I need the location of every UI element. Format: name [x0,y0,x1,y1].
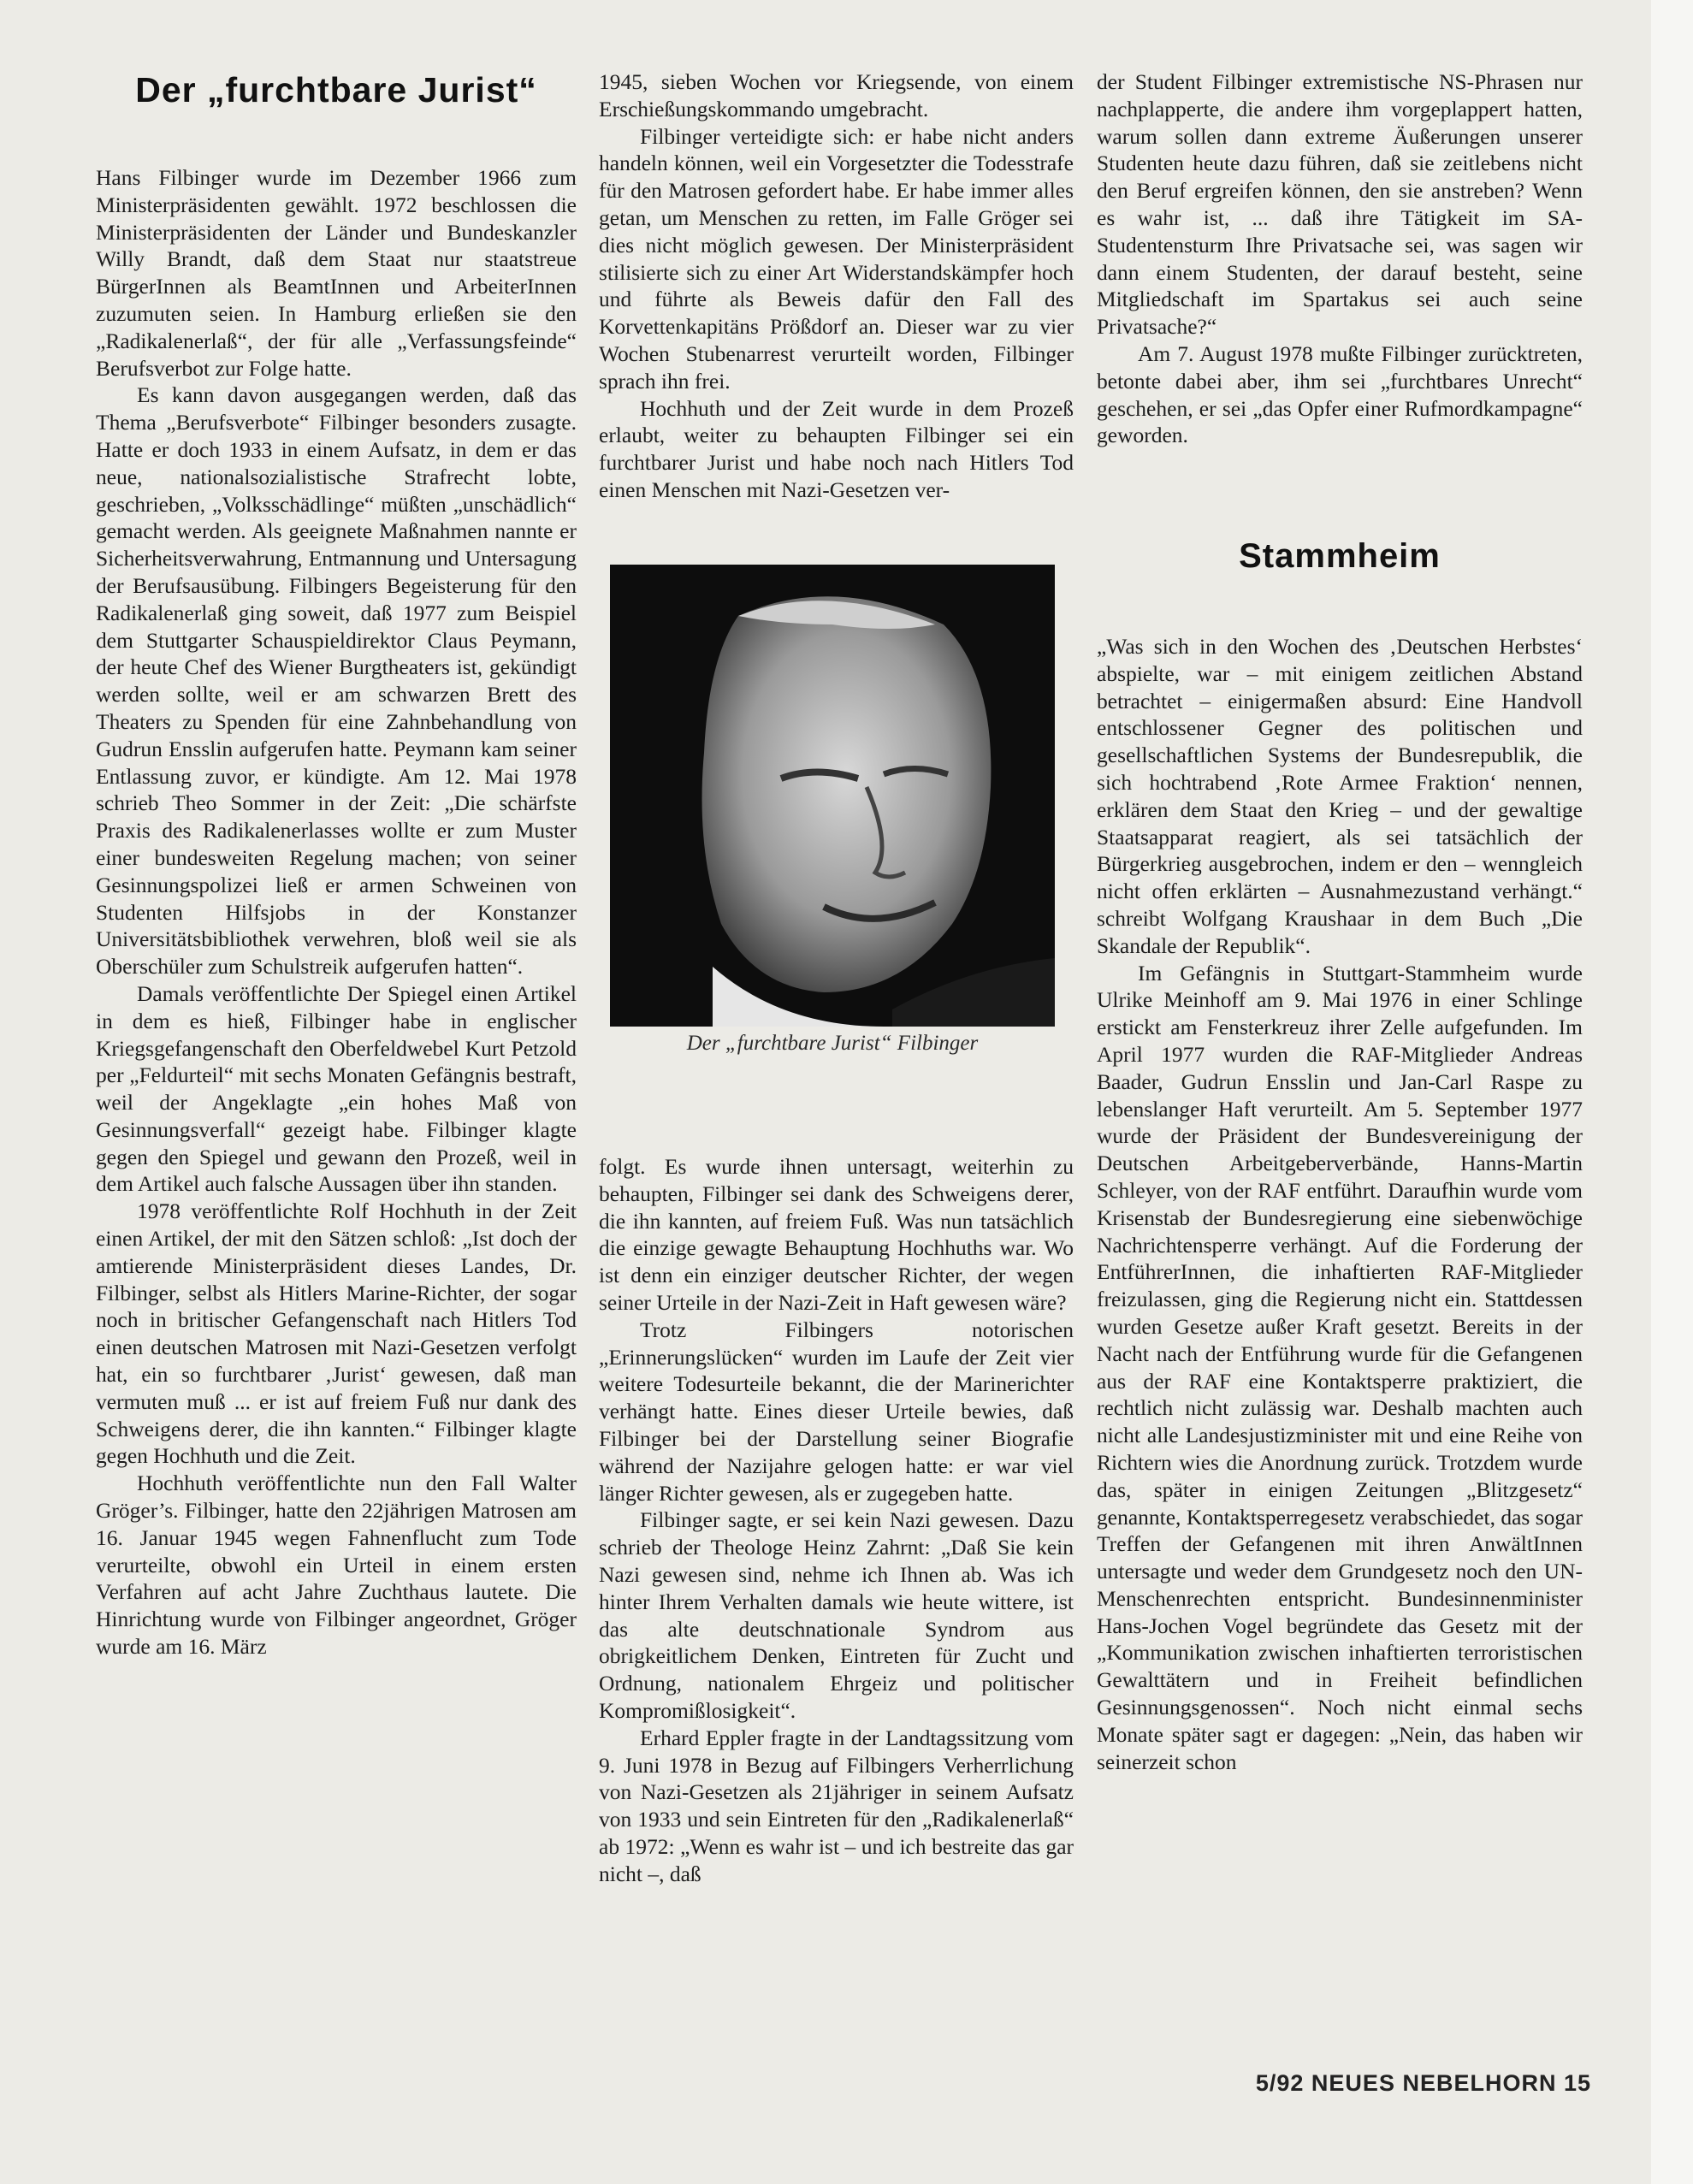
section-heading-stammheim: Stammheim [1239,537,1441,575]
column-2-top [599,68,1074,504]
page-edge [1651,0,1693,2184]
column-2-bottom [599,1153,1074,1888]
paragraph: der Student Filbinger extremistische NS-Phrasen nur nachplapperte, die andere ihm vorgeplappert hatten, warum sollen dann extreme Äußerungen unserer Studenten heute dazu führen, daß sie zeitlebens nicht den Beruf ergreifen können, den sie anstreben? Wenn es wahr ist, ... daß ihre Tätigkeit im SA-Studentensturm Ihre Privatsache sei, was sagen wir dann einem Studenten, der darauf besteht, seine Mitgliedschaft im Spartakus sei auch seine Privatsache?“ [1097,69,1583,340]
paragraph: Filbinger verteidigte sich: er habe nicht anders handeln können, weil ein Vorgesetzter die Todesstrafe für den Matrosen gefordert habe. Er habe immer alles getan, um Menschen zu retten, im Falle Gröger sei dies nicht möglich gewesen. Der Ministerpräsident stilisierte sich zu einer Art Widerstandskämpfer hoch und führte als Beweis dafür den Fall des Korvettenkapitäns Prößdorf an. Dieser war zu vier Wochen Stubenarrest verurteilt worden, Filbinger sprach ihn frei. [599,123,1074,394]
paragraph: Hochhuth veröffentlichte nun den Fall Walter Gröger’s. Filbinger, hatte den 22jährigen Matrosen am 16. Januar 1945 wegen Fahnenflucht zum Tode verurteilte, obwohl ein Urteil in einem ersten Verfahren auf acht Jahre Zuchthaus lautete. Die Hinrichtung wurde von Filbinger angeordnet, Gröger wurde am 16. März [96,1471,577,1660]
paragraph: Hochhuth und der Zeit wurde in dem Prozeß erlaubt, weiter zu behaupten Filbinger sei ein furchtbarer Jurist und habe noch nach Hitlers Tod einen Menschen mit Nazi-Gesetzen ver- [599,395,1074,502]
article-title: Der „furchtbare Jurist“ [135,70,537,109]
column-3-top [1097,68,1583,449]
paragraph: Hans Filbinger wurde im Dezember 1966 zum Ministerpräsidenten gewählt. 1972 beschlossen die Ministerpräsidenten der Länder und Bundeskanzler Willy Brandt, daß dem Staat nur staatstreue BürgerInnen als BeamtInnen und ArbeiterInnen zuzumuten seien. In Hamburg erließen sie den „Radikalenerlaß“, der für alle „Verfassungsfeinde“ Berufsverbot zur Folge hatte. [96,165,577,381]
paragraph: 1945, sieben Wochen vor Kriegsende, von einem Erschießungskommando umgebracht. [599,69,1074,121]
paragraph: Es kann davon ausgegangen werden, daß das Thema „Berufsverbote“ Filbinger besonders zusagte. Hatte er doch 1933 in einem Aufsatz, in dem er das neue, nationalsozialistische Strafrecht lobte, geschrieben, „Volksschädlinge“ müßten „unschädlich“ gemacht werden. Als geeignete Maßnahmen nannte er Sicherheitsverwahrung, Entmannung und Untersagung der Berufsausübung. Filbingers Begeisterung für den Radikalenerlaß ging soweit, daß 1977 zum Beispiel dem Stuttgarter Schauspieldirektor Claus Peymann, der heute Chef des Wiener Burgtheaters ist, gekündigt werden sollte, weil er am schwarzen Brett des Theaters zu Spenden für eine Zahnbehandlung von Gudrun Ensslin aufgerufen hatte. Peymann kam seiner Entlassung zuvor, er kündigte. Am 12. Mai 1978 schrieb Theo Sommer in der Zeit: „Die schärfste Praxis des Radikalenerlasses wollte er zum Muster einer bundesweiten Regelung machen; von seiner Gesinnungspolizei ließ er armen Schweinen von Studenten Hilfsjobs in der Konstanzer Universitätsbibliothek verwehren, bloß weil sie als Oberschüler zum Schulstreik aufgerufen hatten“. [96,382,577,980]
paragraph: Im Gefängnis in Stuttgart-Stammheim wurde Ulrike Meinhoff am 9. Mai 1976 in einer Schlinge erstickt am Fensterkreuz ihrer Zelle aufgefunden. Im April 1977 wurden die RAF-Mitglieder Andreas Baader, Gudrun Ensslin und Jan-Carl Raspe zu lebenslanger Haft verurteilt. Am 5. September 1977 wurde der Präsident der Bundesvereinigung der Deutschen Arbeitgeberverbände, Hanns-Martin Schleyer, von der RAF entführt. Daraufhin wurde vom Krisenstab der Bundesregierung eine siebenwöchige Nachrichtensperre verhängt. Auf die Forderung der EntführerInnen, die inhaftierten RAF-Mitglieder freizulassen, ging die Regierung nicht ein. Stattdessen wurden Gesetze außer Kraft gesetzt. Bereits in der Nacht nach der Entführung wurde für die Gefangenen aus der RAF eine Kontaktsperre praktiziert, die rechtlich nicht zulässig war. Deshalb machten auch nicht alle Landesjustizminister mit und eine Reihe von Richtern wies die Anordnung zurück. Trotzdem wurde das, später in einigen Zeitungen „Blitzgesetz“ genannte, Kontaktsperregesetz verabschiedet, das sogar Treffen der Gefangenen mit ihren AnwältInnen untersagte und weder dem Grundgesetz noch den UN-Menschenrechten entspricht. Bundesinnenminister Hans-Jochen Vogel begründete das Gesetz mit der „Kommunikation zwischen inhaftierten terroristischen Gewalttätern und in Freiheit befindlichen Gesinnungsgenossen“. Noch nicht einmal sechs Monate später sagt er dagegen: „Nein, das haben wir seinerzeit schon [1097,960,1583,1774]
paragraph: Erhard Eppler fragte in der Landtagssitzung vom 9. Juni 1978 in Bezug auf Filbingers Verherrlichung von Nazi-Gesetzen als 21jähriger in seinem Aufsatz von 1933 und sein Eintreten für den „Radikalenerlaß“ ab 1972: „Wenn es wahr ist – und ich bestreite das gar nicht –, daß [599,1725,1074,1886]
paragraph: Filbinger sagte, er sei kein Nazi gewesen. Dazu schrieb der Theologe Heinz Zahrnt: „Daß Sie kein Nazi gewesen sind, nehme ich Ihnen ab. Was ich hinter Ihrem Verhalten damals wie heute wittere, ist das alte deutschnationale Syndrom aus obrigkeitlichem Denken, Eintreten für Zucht und Ordnung, nationalem Ehrgeiz und politischer Kompromißlosigkeit“. [599,1507,1074,1723]
page-footer: 5/92 NEUES NEBELHORN 15 [1255,2070,1591,2096]
column-3-bottom [1097,633,1583,1775]
column-1 [96,164,577,1660]
paragraph: Damals veröffentlichte Der Spiegel einen Artikel in dem es hieß, Filbinger habe in englischer Kriegsgefangenschaft den Oberfeldwebel Kurt Petzold per „Feldurteil“ mit sechs Monaten Gefängnis bestraft, weil der Angeklagte „ein hohes Maß von Gesinnungsverfall“ gezeigt habe. Filbinger klagte gegen den Spiegel und gewann den Prozeß, weil in dem Artikel auch falsche Aussagen über ihn standen. [96,980,577,1197]
paragraph: Trotz Filbingers notorischen „Erinnerungslücken“ wurden im Laufe der Zeit vier weitere Todesurteile bekannt, die der Marinerichter verhängt hatte. Eines dieser Urteile bewies, daß Filbinger bei der Darstellung seiner Biografie während der Nazijahre gelogen hatte: er war viel länger Richter gewesen, als er zugegeben hatte. [599,1317,1074,1506]
paragraph: Am 7. August 1978 mußte Filbinger zurücktreten, betonte dabei aber, ihm sei „furchtbares Unrecht“ geschehen, er sei „das Opfer einer Rufmordkampagne“ geworden. [1097,340,1583,448]
portrait-image [610,565,1055,1027]
portrait-photo [610,565,1055,1027]
paragraph: „Was sich in den Wochen des ‚Deutschen Herbstes‘ abspielte, war – mit einigem zeitlichen Abstand betrachtet – einigermaßen absurd: Eine Handvoll entschlossener Gegner des politischen und gesellschaftlichen Systems der Bundesrepublik, die sich hochtrabend ‚Rote Armee Fraktion‘ nennen, erklären dem Staat den Krieg – und der gewaltige Staatsapparat reagiert, als sei tatsächlich der Bürgerkrieg ausgebrochen, indem er den – wenngleich nicht offen erklärten – Ausnahmezustand verhängt.“ schreibt Wolfgang Kraushaar in dem Buch „Die Skandale der Republik“. [1097,634,1583,958]
photo-caption: Der „furchtbare Jurist“ Filbinger [686,1032,979,1055]
paragraph: folgt. Es wurde ihnen untersagt, weiterhin zu behaupten, Filbinger sei dank des Schweigens derer, die ihn kannten, auf freiem Fuß. Was nun tatsächlich die einzige gewagte Behauptung Hochhuths war. Wo ist denn ein einziger deutscher Richter, der wegen seiner Urteile in der Nazi-Zeit in Haft gewesen wäre? [599,1154,1074,1315]
paragraph: 1978 veröffentlichte Rolf Hochhuth in der Zeit einen Artikel, der mit den Sätzen schloß: „Ist doch der amtierende Ministerpräsident dieses Landes, Dr. Filbinger, selbst als Hitlers Marine-Richter, der sogar noch in britischer Gefangenschaft nach Hitlers Tod einen deutschen Matrosen mit Nazi-Gesetzen verfolgt hat, ein so furchtbarer ‚Jurist‘ gewesen, daß man vermuten muß ... er ist auf freiem Fuß nur dank des Schweigens derer, die ihn kannten.“ Filbinger klagte gegen Hochhuth und die Zeit. [96,1199,577,1469]
